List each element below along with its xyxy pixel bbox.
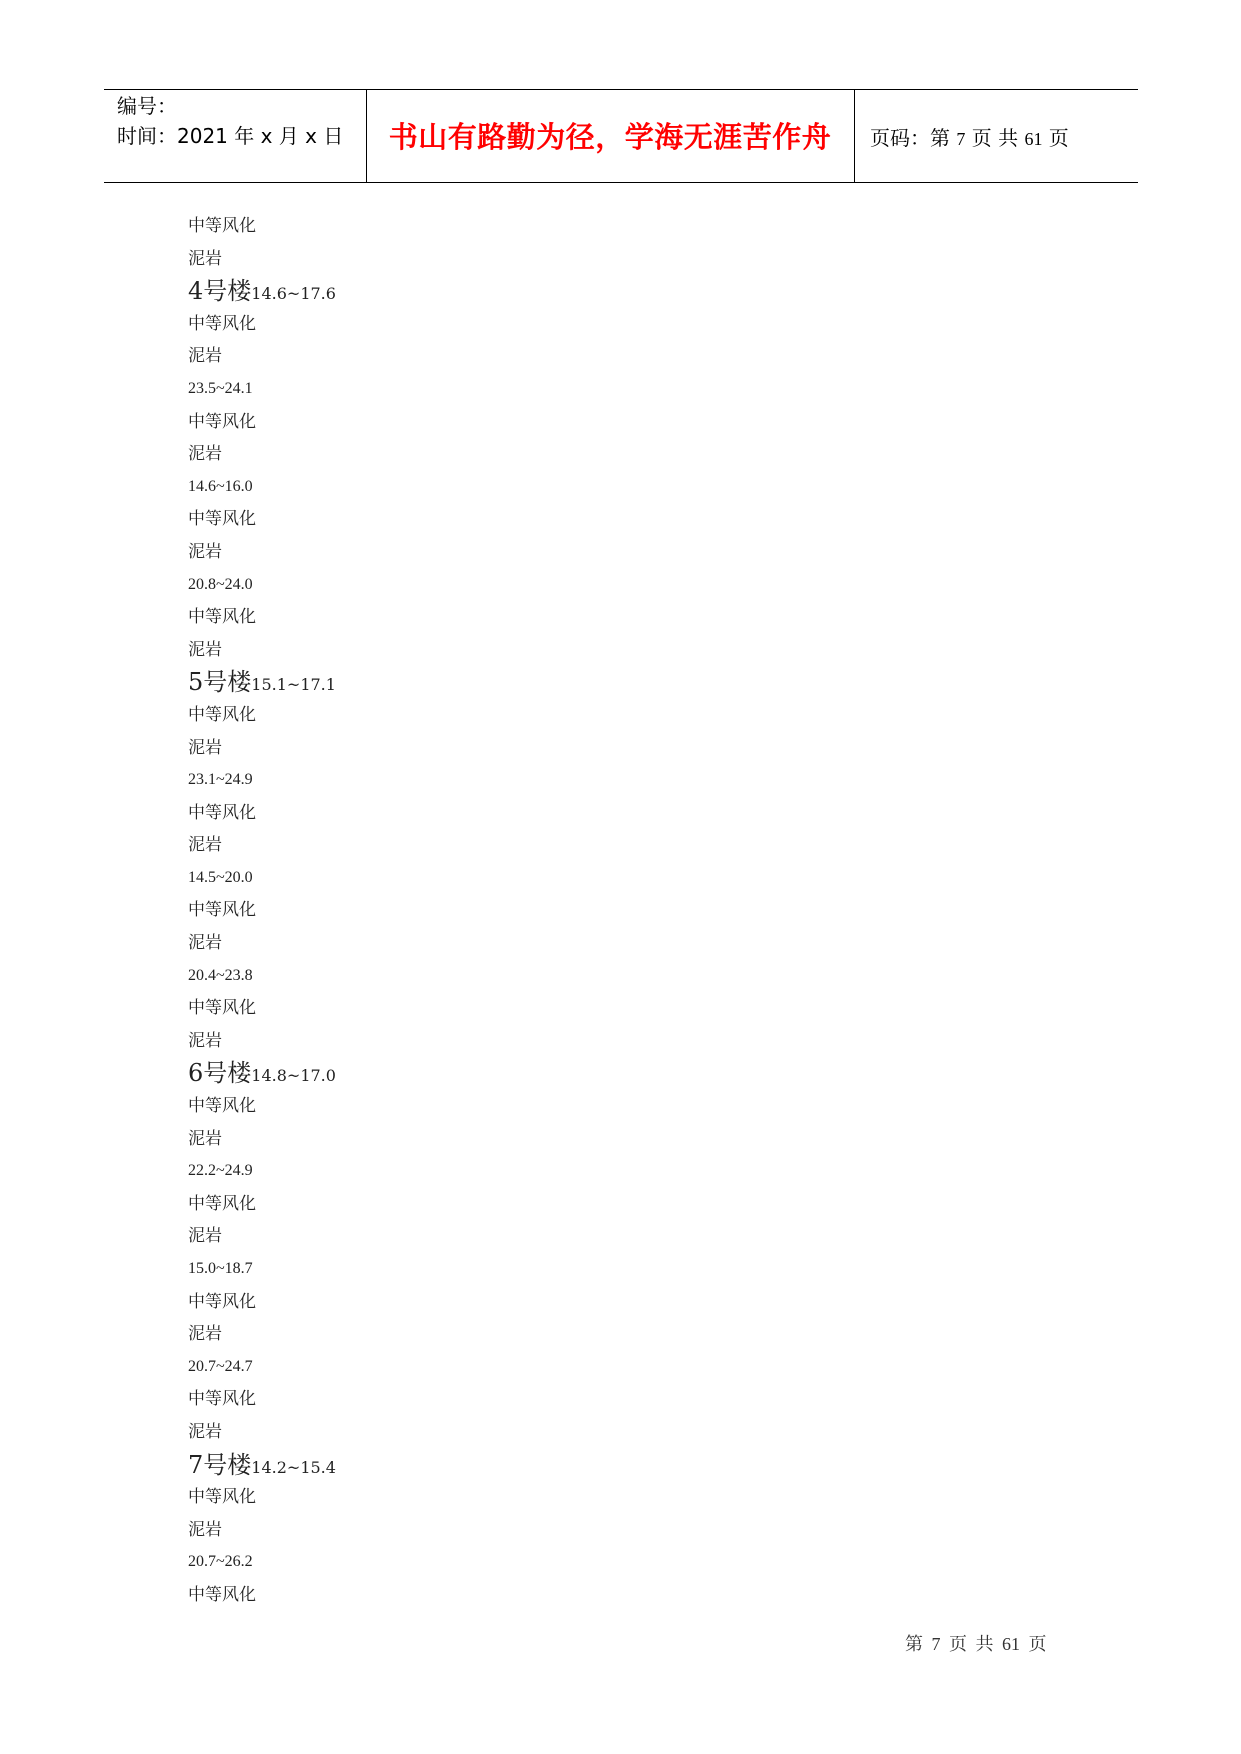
body-line: 泥岩 (188, 444, 222, 465)
body-line: 中等风化 (188, 704, 256, 725)
header-top-rule (104, 89, 1138, 90)
page-suffix: 页 (1042, 126, 1069, 150)
body-line: 23.5~24.1 (188, 379, 253, 397)
depth-range: 15.1~17.1 (251, 675, 336, 695)
body-line: 中等风化 (188, 900, 256, 921)
body-line: 泥岩 (188, 541, 222, 562)
building-line (188, 1057, 336, 1090)
page-total: 61 (1024, 129, 1043, 149)
body-line: 20.7~26.2 (188, 1553, 253, 1571)
body-line: 中等风化 (188, 411, 256, 432)
number-label: 编号： (117, 94, 177, 118)
header-meta (117, 91, 343, 151)
body-line: 中等风化 (188, 1584, 256, 1605)
body-line: 20.8~24.0 (188, 575, 253, 593)
body-line: 中等风化 (188, 1389, 256, 1410)
building-line (188, 666, 336, 699)
body-line: 23.1~24.9 (188, 771, 253, 789)
building-line (188, 1449, 336, 1482)
page-current: 7 (956, 129, 966, 149)
body-line: 泥岩 (188, 1128, 222, 1149)
date-label: 时间：2021 年 x 月 x 日 (117, 124, 344, 148)
building-line (188, 275, 336, 308)
depth-range: 14.2~15.4 (251, 1457, 336, 1477)
body-line: 中等风化 (188, 607, 256, 628)
body-line: 20.7~24.7 (188, 1357, 253, 1375)
page-prefix: 页码：第 (870, 126, 957, 150)
body-line: 泥岩 (188, 1421, 222, 1442)
depth-range: 14.8~17.0 (251, 1066, 336, 1086)
body-line: 中等风化 (188, 998, 256, 1019)
body-line: 15.0~18.7 (188, 1260, 253, 1277)
body-line: 中等风化 (188, 313, 256, 334)
building-label: 7号楼 (188, 1450, 252, 1479)
body-line: 中等风化 (188, 509, 256, 530)
body-line: 22.2~24.9 (188, 1162, 253, 1180)
body-line: 泥岩 (188, 1324, 222, 1345)
body-text (188, 210, 336, 1612)
body-line: 泥岩 (188, 346, 222, 367)
header-bottom-rule (104, 182, 1138, 183)
body-line: 中等风化 (188, 216, 256, 236)
body-line: 20.4~23.8 (188, 966, 253, 984)
body-line: 泥岩 (188, 1519, 222, 1540)
body-line: 14.6~16.0 (188, 477, 253, 495)
building-label: 4号楼 (188, 277, 252, 306)
body-line: 中等风化 (188, 802, 256, 823)
body-line: 泥岩 (188, 639, 222, 660)
body-line: 泥岩 (188, 835, 222, 856)
body-line: 中等风化 (188, 1487, 256, 1508)
building-label: 6号楼 (188, 1059, 252, 1088)
body-line: 泥岩 (188, 248, 222, 269)
body-line: 泥岩 (188, 1030, 222, 1051)
page-footer: 第 7 页 共 61 页 (905, 1634, 1047, 1654)
header-divider-right (854, 89, 855, 182)
body-line: 中等风化 (188, 1291, 256, 1312)
page-middle: 页 共 (965, 126, 1025, 150)
body-line: 14.5~20.0 (188, 868, 253, 886)
header-page-info (870, 122, 1069, 151)
body-line: 泥岩 (188, 737, 222, 758)
depth-range: 14.6~17.6 (251, 284, 336, 304)
header-motto: 书山有路勤为径，学海无涯苦作舟 (388, 120, 832, 154)
body-line: 泥岩 (188, 1226, 222, 1247)
building-label: 5号楼 (188, 668, 252, 697)
header-divider-left (366, 89, 367, 182)
body-line: 中等风化 (188, 1193, 256, 1214)
body-line: 中等风化 (188, 1096, 256, 1117)
body-line: 泥岩 (188, 933, 222, 954)
